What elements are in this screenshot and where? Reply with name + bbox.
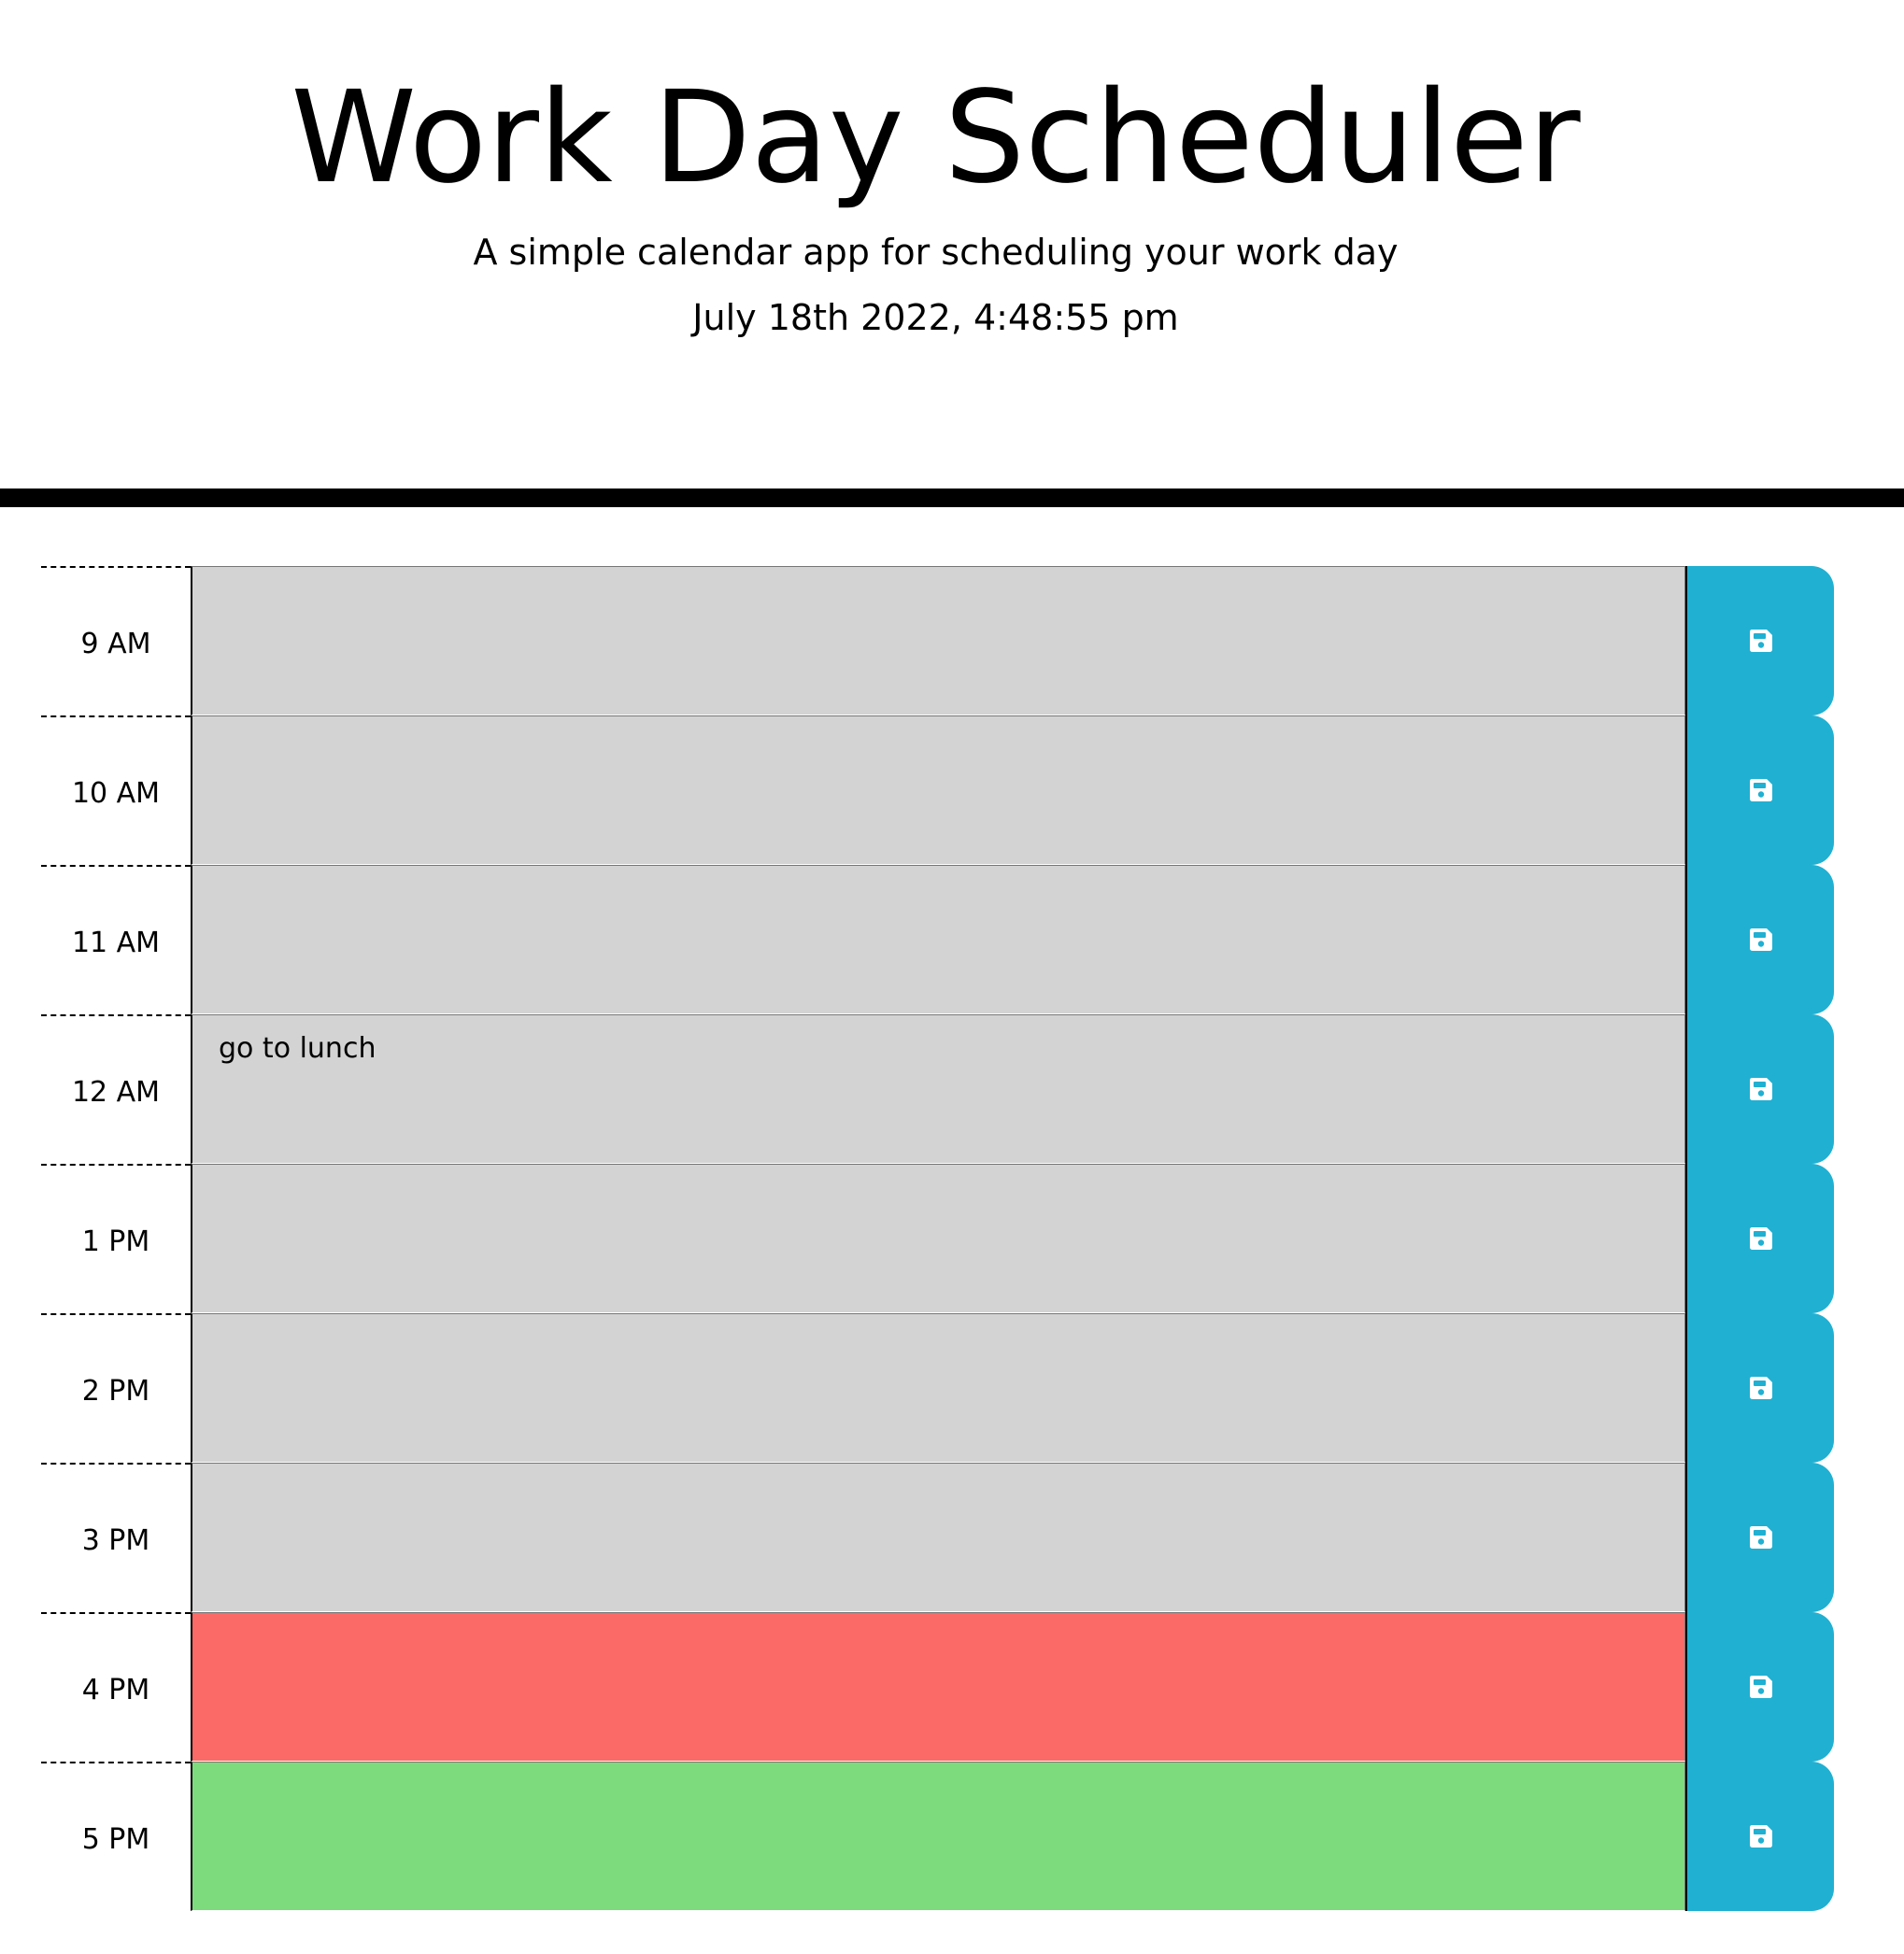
save-button[interactable] <box>1685 566 1834 715</box>
header <box>0 0 1904 507</box>
event-description-input[interactable] <box>191 1313 1685 1463</box>
event-description-input[interactable] <box>191 865 1685 1014</box>
floppy-disk-icon <box>1749 1376 1773 1400</box>
hour-label: 9 AM <box>41 566 191 715</box>
hour-label: 4 PM <box>41 1612 191 1762</box>
save-button[interactable] <box>1685 1762 1834 1911</box>
floppy-disk-icon <box>1749 629 1773 653</box>
hour-label: 12 AM <box>41 1014 191 1164</box>
hour-label: 3 PM <box>41 1463 191 1612</box>
event-description-input[interactable] <box>191 566 1685 715</box>
hour-label: 11 AM <box>41 865 191 1014</box>
time-block-3-pm <box>41 1463 1834 1612</box>
save-button[interactable] <box>1685 1313 1834 1463</box>
time-block-5-pm <box>41 1762 1834 1911</box>
save-button[interactable] <box>1685 1463 1834 1612</box>
save-button[interactable] <box>1685 715 1834 865</box>
hour-label: 10 AM <box>41 715 191 865</box>
event-description-input[interactable] <box>191 1612 1685 1762</box>
page-subtitle: A simple calendar app for scheduling your work day <box>473 232 1399 273</box>
event-description-input[interactable] <box>191 1164 1685 1313</box>
event-description-input[interactable] <box>191 715 1685 865</box>
save-button[interactable] <box>1685 1612 1834 1762</box>
hour-label: 2 PM <box>41 1313 191 1463</box>
save-button[interactable] <box>1685 1014 1834 1164</box>
save-button[interactable] <box>1685 1164 1834 1313</box>
floppy-disk-icon <box>1749 1824 1773 1848</box>
hour-label: 1 PM <box>41 1164 191 1313</box>
floppy-disk-icon <box>1749 778 1773 802</box>
time-block-2-pm <box>41 1313 1834 1463</box>
hour-label: 5 PM <box>41 1762 191 1911</box>
floppy-disk-icon <box>1749 1226 1773 1251</box>
page-title: Work Day Scheduler <box>291 64 1581 212</box>
floppy-disk-icon <box>1749 1675 1773 1699</box>
event-description-input[interactable] <box>191 1463 1685 1612</box>
floppy-disk-icon <box>1749 1077 1773 1101</box>
save-button[interactable] <box>1685 865 1834 1014</box>
time-block-1-pm <box>41 1164 1834 1313</box>
current-day: July 18th 2022, 4:48:55 pm <box>692 297 1179 338</box>
floppy-disk-icon <box>1749 1525 1773 1550</box>
schedule <box>41 566 1834 1911</box>
time-block-10-am <box>41 715 1834 865</box>
time-block-11-am <box>41 865 1834 1014</box>
event-description-input[interactable] <box>191 1014 1685 1164</box>
time-block-9-am <box>41 566 1834 715</box>
time-block-4-pm <box>41 1612 1834 1762</box>
time-block-12-am <box>41 1014 1834 1164</box>
floppy-disk-icon <box>1749 927 1773 952</box>
event-description-input[interactable] <box>191 1762 1685 1911</box>
